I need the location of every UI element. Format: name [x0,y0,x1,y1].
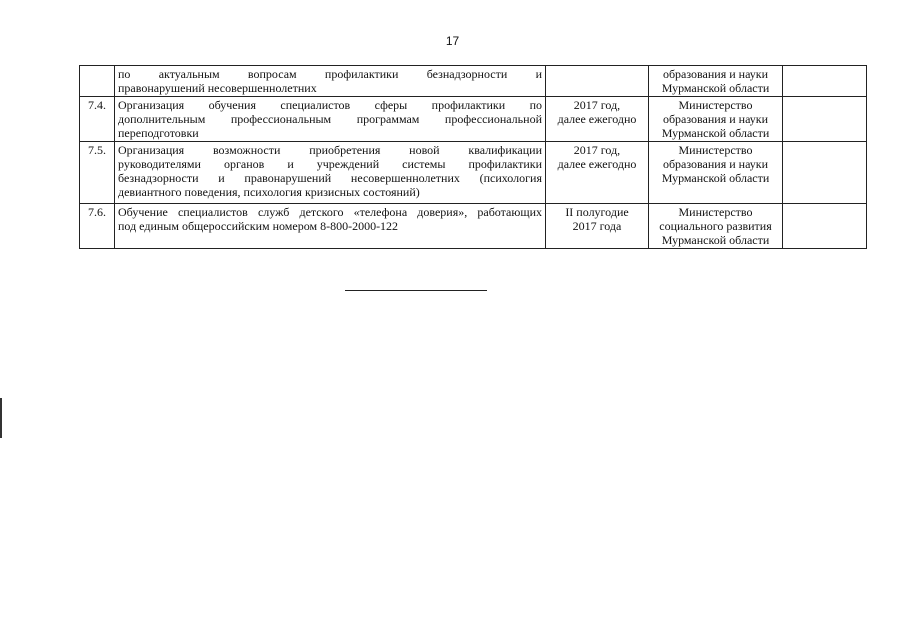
measure-text-line: девиантного поведения, психология кризисных состояний) [118,185,420,199]
table-row [80,66,867,97]
measure-text-line: Организация обучения специалистов сферы профилактики по [118,98,542,112]
responsible-cell [649,204,783,249]
measure-text-cell [115,142,546,204]
measure-text-line: под единым общероссийским номером 8-800-2000-122 [118,219,399,233]
responsible-line: социального развития [659,219,772,233]
measures-table [79,65,867,249]
measure-text-line: Организация возможности приобретения новой квалификации [118,143,542,157]
measure-text-line: дополнительным профессиональным программам профессиональной [118,112,542,126]
extra-cell [783,97,867,142]
responsible-line: Мурманской области [661,233,770,247]
term-line: 2017 год, [573,98,621,112]
term-cell [546,97,649,142]
table-row [80,97,867,142]
item-number-cell [80,66,115,97]
term-line: 2017 года [572,219,622,233]
item-number-cell: 7.4. [80,97,115,142]
responsible-line: Мурманской области [661,171,770,185]
responsible-cell [649,97,783,142]
term-line: II полугодие [565,205,629,219]
term-cell [546,204,649,249]
item-number-cell: 7.5. [80,142,115,204]
table-row [80,204,867,249]
table-row [80,142,867,204]
responsible-line: Министерство [678,143,753,157]
responsible-line: образования и науки [662,67,769,81]
measure-text-line: Обучение специалистов служб детского «телефона доверия», работающих [118,205,542,219]
measure-text-line: правонарушений несовершеннолетних [118,81,317,95]
page-number: 17 [445,34,460,48]
extra-cell [783,204,867,249]
measure-text-cell [115,204,546,249]
measure-text-cell [115,66,546,97]
responsible-line: Министерство [678,205,753,219]
end-of-section-divider [345,290,487,291]
extra-cell [783,66,867,97]
responsible-line: Мурманской области [661,126,770,140]
responsible-cell [649,66,783,97]
responsible-line: образования и науки [662,157,769,171]
responsible-line: Мурманской области [661,81,770,95]
measure-text-line: переподготовки [118,126,199,140]
term-cell [546,142,649,204]
measure-text-line: по актуальным вопросам профилактики безнадзорности и [118,67,542,81]
term-cell [546,66,649,97]
term-line: далее ежегодно [557,157,637,171]
measure-text-line: безнадзорности и правонарушений несовершеннолетних (психология [118,171,542,185]
responsible-line: образования и науки [662,112,769,126]
extra-cell [783,142,867,204]
scan-margin-mark [0,398,2,438]
term-line: 2017 год, [573,143,621,157]
responsible-cell [649,142,783,204]
item-number-cell: 7.6. [80,204,115,249]
responsible-line: Министерство [678,98,753,112]
measure-text-cell [115,97,546,142]
measure-text-line: руководителями органов и учреждений системы профилактики [118,157,542,171]
term-line: далее ежегодно [557,112,637,126]
